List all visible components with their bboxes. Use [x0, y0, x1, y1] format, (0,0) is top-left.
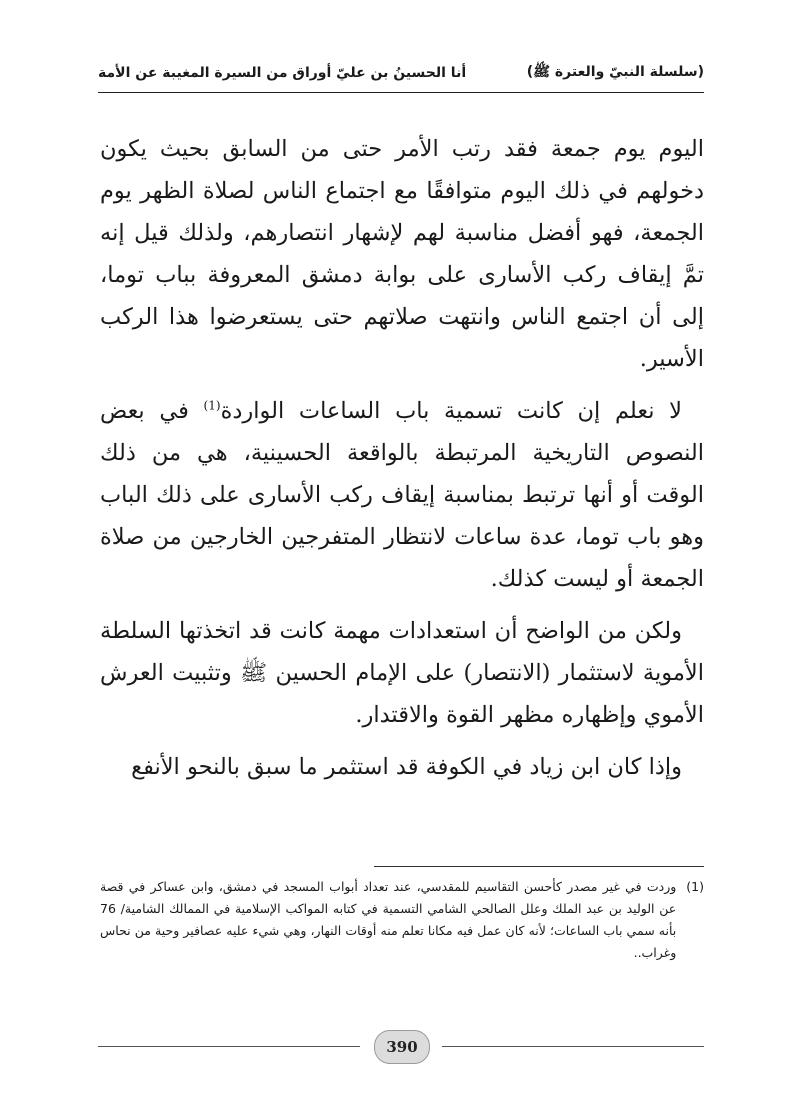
page-number: 390 [386, 1038, 418, 1056]
footnote-number: (1) [686, 879, 704, 894]
footnote-divider [374, 866, 704, 867]
footnote-reference[interactable]: (1) [203, 398, 221, 413]
footnote-text: وردت في غير مصدر كأحسن التقاسيم للمقدسي، عند تعداد أبواب المسجد في دمشق، وابن عساكر في قصة عن الوليد بن عبد الملك وعلل الصالحي الشامي التسمية في كتابه المواكب الإسلامية في الممالك الشامية/ 76 بأنه سمي باب الساعات؛ لأنه كان عمل فيه مكانا تعلم منه أوقات النهار، وهي شيء عليه عصافير وحية من نحاس وغراب.. [100, 879, 677, 960]
main-text [100, 128, 704, 788]
footer-line-right [442, 1046, 704, 1047]
page-footer [98, 1030, 704, 1064]
running-header [98, 58, 704, 88]
header-divider [98, 92, 704, 93]
paragraph-1: اليوم يوم جمعة فقد رتب الأمر حتى من السابق بحيث يكون دخولهم في ذلك اليوم متوافقًا مع اجتماع الناس لصلاة الظهر يوم الجمعة، فهو أفضل مناسبة لهم لإشهار انتصارهم، ولذلك قيل إنه تمَّ إيقاف ركب الأسارى على بوابة دمشق المعروفة بباب توما، إلى أن اجتمع الناس وانتهت صلاتهم حتى يستعرضوا هذا الركب الأسير. [100, 136, 704, 372]
paragraph-4: وإذا كان ابن زياد في الكوفة قد استثمر ما سبق بالنحو الأنفع [131, 754, 682, 780]
series-title: (سلسلة النبيّ والعترة ﷺ) [526, 64, 704, 80]
paragraph-2-end: في بعض النصوص التاريخية المرتبطة بالواقعة الحسينية، هي من ذلك الوقت أو أنها ترتبط بمناسبة إيقاف ركب الأسارى على ذلك الباب وهو باب توما، عدة ساعات لانتظار المتفرجين الخارجين من صلاة الجمعة أو ليست كذلك. [100, 398, 704, 592]
paragraph-3: ولكن من الواضح أن استعدادات مهمة كانت قد اتخذتها السلطة الأموية لاستثمار (الانتصار) على الإمام الحسين ﷺ وتثبيت العرش الأموي وإظهاره مظهر القوة والاقتدار. [100, 618, 704, 728]
footer-line-left [98, 1046, 360, 1047]
paragraph-2-start: لا نعلم إن كانت تسمية باب الساعات الواردة [220, 398, 682, 424]
page-number-badge [374, 1030, 430, 1064]
paragraph-2 [100, 390, 704, 600]
book-title: أنا الحسينُ بن عليّ أوراق من السيرة المغيبة عن الأمة [98, 65, 467, 81]
footnote [100, 876, 704, 964]
